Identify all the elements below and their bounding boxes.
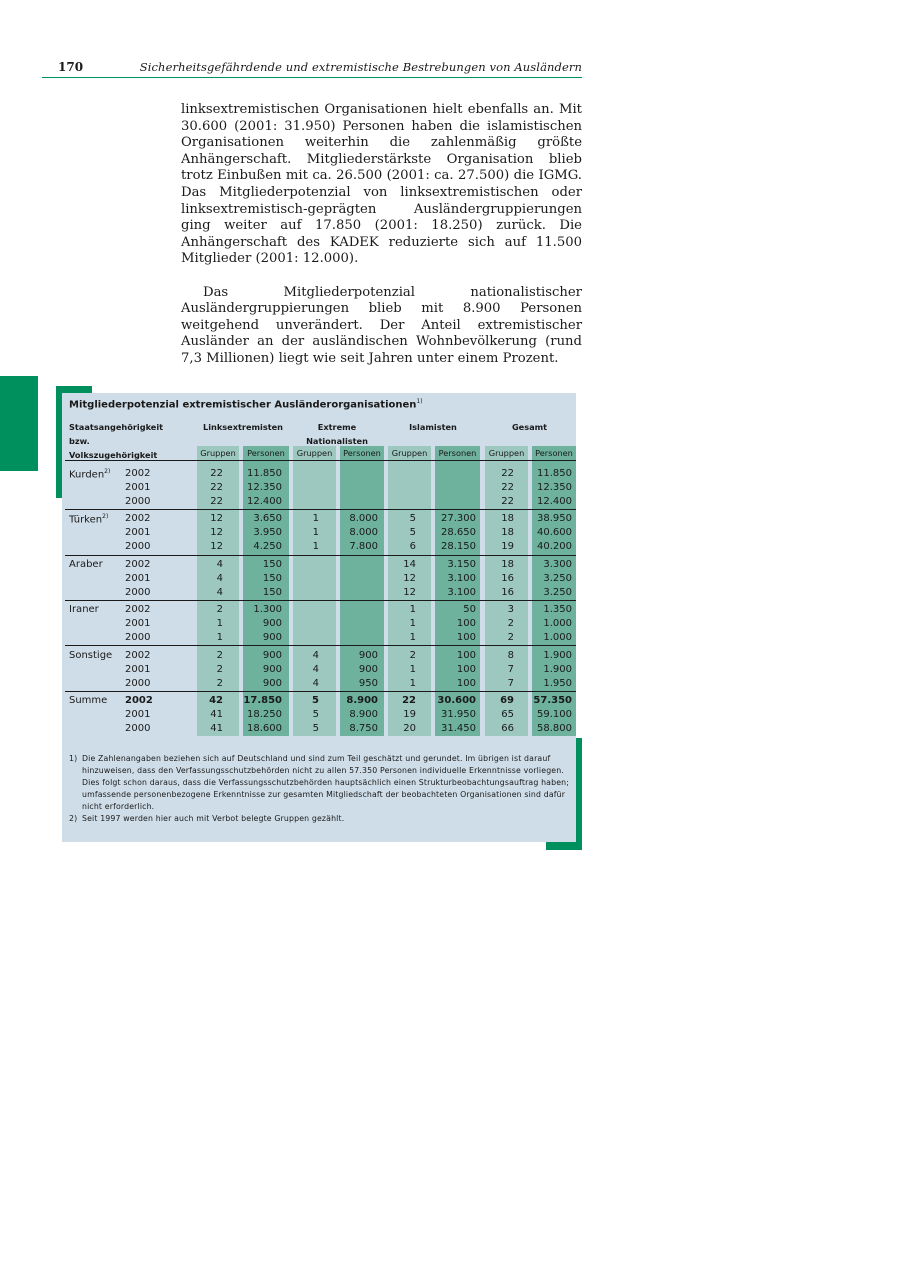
group-label-tuerken (69, 513, 108, 525)
cell-islam-gruppen: 20 (403, 723, 416, 734)
cell-links-personen: 11.850 (247, 468, 282, 479)
group-label-text: Kurden (69, 469, 105, 481)
group-label-text: Sonstige (69, 650, 113, 661)
cell-links-gruppen: 4 (216, 587, 223, 598)
year-cell: 2001 (125, 664, 151, 675)
cell-gesamt-personen: 3.250 (543, 573, 572, 584)
member-table (62, 393, 576, 842)
cell-links-gruppen: 2 (216, 664, 223, 675)
cell-nat-personen: 900 (358, 650, 378, 661)
cell-gesamt-gruppen: 3 (507, 604, 514, 615)
column-bg-nat-personen (340, 446, 384, 736)
cell-nat-personen: 7.800 (349, 541, 378, 552)
cell-links-personen: 900 (262, 618, 282, 629)
cell-islam-gruppen: 12 (403, 587, 416, 598)
cell-links-personen: 900 (262, 650, 282, 661)
cell-gesamt-gruppen: 7 (507, 664, 514, 675)
cell-islam-personen: 3.100 (447, 573, 476, 584)
cell-islam-personen: 100 (456, 618, 476, 629)
group-separator (65, 645, 576, 646)
cell-gesamt-personen: 12.400 (537, 496, 572, 507)
cell-links-gruppen: 1 (216, 632, 223, 643)
footnote-1 (69, 753, 571, 813)
group-label-note: 2) (102, 513, 109, 520)
cell-links-gruppen: 4 (216, 559, 223, 570)
group-separator (65, 555, 576, 556)
cell-links-gruppen: 2 (216, 678, 223, 689)
cell-islam-personen: 27.300 (441, 513, 476, 524)
cell-nat-gruppen: 5 (312, 695, 319, 706)
cell-links-personen: 900 (262, 678, 282, 689)
group-label-note: 2) (104, 468, 111, 475)
year-cell: 2000 (125, 587, 151, 598)
header-rule (42, 77, 582, 78)
cell-nat-gruppen: 5 (312, 709, 319, 720)
col-header-extreme: Extreme (317, 422, 357, 432)
cell-islam-gruppen: 1 (409, 632, 416, 643)
col-header-gesamt: Gesamt (511, 422, 548, 432)
table-title-text: Mitgliederpotenzial extremistischer Ausländerorganisationen (69, 399, 417, 411)
year-cell: 2000 (125, 678, 151, 689)
group-label-sonstige (69, 650, 112, 661)
cell-links-personen: 150 (262, 573, 282, 584)
footnote-text: Seit 1997 werden hier auch mit Verbot belegte Gruppen gezählt. (82, 814, 345, 823)
cell-links-gruppen: 41 (210, 709, 223, 720)
cell-islam-gruppen: 1 (409, 678, 416, 689)
year-cell: 2002 (125, 695, 153, 706)
year-cell: 2000 (125, 496, 151, 507)
cell-links-gruppen: 22 (210, 468, 223, 479)
cell-nat-gruppen: 1 (312, 527, 319, 538)
column-bg-nat-gruppen (293, 446, 336, 736)
cell-links-personen: 900 (262, 664, 282, 675)
subheader-nat-personen: Personen (343, 448, 381, 458)
cell-gesamt-personen: 11.850 (537, 468, 572, 479)
cell-links-gruppen: 22 (210, 496, 223, 507)
cell-gesamt-personen: 59.100 (537, 709, 572, 720)
col-header-linksextremisten: Linksextremisten (202, 422, 284, 432)
cell-gesamt-gruppen: 7 (507, 678, 514, 689)
header-separator (65, 460, 576, 461)
cell-nat-personen: 8.900 (346, 695, 378, 706)
cell-nat-personen: 8.750 (349, 723, 378, 734)
cell-links-gruppen: 22 (210, 482, 223, 493)
cell-islam-personen: 100 (456, 664, 476, 675)
margin-marker (0, 376, 38, 471)
footnote-number: 1) (69, 754, 78, 763)
cell-links-personen: 150 (262, 587, 282, 598)
cell-gesamt-gruppen: 18 (501, 559, 514, 570)
cell-links-personen: 12.400 (247, 496, 282, 507)
cell-islam-gruppen: 19 (403, 709, 416, 720)
cell-links-personen: 4.250 (253, 541, 282, 552)
cell-gesamt-personen: 40.200 (537, 541, 572, 552)
year-cell: 2000 (125, 632, 151, 643)
cell-gesamt-gruppen: 18 (501, 513, 514, 524)
cell-nat-personen: 950 (358, 678, 378, 689)
cell-nat-gruppen: 4 (312, 650, 319, 661)
cell-links-gruppen: 1 (216, 618, 223, 629)
cell-gesamt-personen: 38.950 (537, 513, 572, 524)
col-header-nationalisten: Nationalisten (306, 436, 368, 446)
cell-links-gruppen: 12 (210, 541, 223, 552)
cell-links-gruppen: 42 (209, 695, 223, 706)
cell-links-gruppen: 4 (216, 573, 223, 584)
subheader-gesamt-gruppen: Gruppen (488, 448, 525, 458)
cell-links-personen: 17.850 (243, 695, 282, 706)
cell-links-personen: 900 (262, 632, 282, 643)
subheader-nat-gruppen: Gruppen (296, 448, 333, 458)
cell-islam-personen: 100 (456, 650, 476, 661)
cell-gesamt-gruppen: 2 (507, 618, 514, 629)
cell-gesamt-gruppen: 66 (501, 723, 514, 734)
cell-islam-personen: 50 (463, 604, 476, 615)
cell-gesamt-gruppen: 16 (501, 573, 514, 584)
year-cell: 2002 (125, 513, 151, 524)
year-cell: 2001 (125, 618, 151, 629)
subheader-islam-personen: Personen (438, 448, 477, 458)
cell-gesamt-gruppen: 2 (507, 632, 514, 643)
body-text (181, 102, 582, 368)
cell-gesamt-personen: 1.900 (543, 650, 572, 661)
cell-links-personen: 150 (262, 559, 282, 570)
cell-gesamt-gruppen: 65 (501, 709, 514, 720)
cell-gesamt-gruppen: 18 (501, 527, 514, 538)
footnote-text: Die Zahlenangaben beziehen sich auf Deutschland und sind zum Teil geschätzt und gerundet. Im übrigen ist darauf hinzuweisen, dass den Verfassungsschutzbehörden nicht zu allen 57.350 Personen individuelle Erkenntnisse vorliegen. Dies folgt schon daraus, dass die Verfassungsschutzbehörden hauptsächlich einen Strukturbeobachtungsauftrag haben; umfassende personenbezogene Erkenntnisse zur gesamten Mitgliedschaft der beobachteten Organisationen sind dafür nicht erforderlich. (82, 754, 570, 811)
footnote-number: 2) (69, 814, 78, 823)
col-header-islamisten: Islamisten (409, 422, 457, 432)
cell-islam-gruppen: 5 (409, 527, 416, 538)
cell-islam-personen: 100 (456, 632, 476, 643)
cell-islam-personen: 31.450 (441, 723, 476, 734)
cell-gesamt-personen: 1.000 (543, 618, 572, 629)
group-label-text: Iraner (69, 604, 99, 615)
group-separator (65, 509, 576, 510)
group-label-text: Araber (69, 559, 103, 570)
year-cell: 2000 (125, 541, 151, 552)
year-cell: 2001 (125, 527, 151, 538)
cell-links-personen: 3.950 (253, 527, 282, 538)
cell-gesamt-personen: 1.000 (543, 632, 572, 643)
cell-links-personen: 18.600 (247, 723, 282, 734)
cell-links-gruppen: 2 (216, 604, 223, 615)
row-header-line-3: Volkszugehörigkeit (69, 450, 158, 460)
footnote-2 (69, 813, 571, 825)
cell-islam-gruppen: 1 (409, 604, 416, 615)
cell-islam-gruppen: 1 (409, 664, 416, 675)
year-cell: 2002 (125, 468, 151, 479)
page-number: 170 (58, 60, 84, 74)
cell-nat-gruppen: 1 (312, 513, 319, 524)
cell-islam-personen: 28.150 (441, 541, 476, 552)
cell-islam-gruppen: 12 (403, 573, 416, 584)
cell-islam-gruppen: 5 (409, 513, 416, 524)
year-cell: 2000 (125, 723, 151, 734)
subheader-links-personen: Personen (247, 448, 285, 458)
cell-gesamt-personen: 12.350 (537, 482, 572, 493)
year-cell: 2002 (125, 559, 151, 570)
cell-nat-personen: 8.900 (349, 709, 378, 720)
cell-nat-gruppen: 4 (312, 664, 319, 675)
cell-islam-personen: 3.100 (447, 587, 476, 598)
cell-links-gruppen: 12 (210, 513, 223, 524)
cell-nat-gruppen: 5 (312, 723, 319, 734)
group-label-iraner (69, 604, 99, 615)
subheader-islam-gruppen: Gruppen (391, 448, 428, 458)
cell-nat-personen: 900 (358, 664, 378, 675)
year-cell: 2001 (125, 482, 151, 493)
paragraph-1: linksextremistischen Organisationen hielt ebenfalls an. Mit 30.600 (2001: 31.950) Personen haben die islamistischen Organisationen weiterhin die zahlenmäßig größte Anhängerschaft. Mitgliederstärkste Organisation blieb trotz Einbußen mit ca. 26.500 (2001: ca. 27.500) die IGMG. Das Mitgliederpotenzial von linksextremistischen oder linksextremistisch-geprägten Ausländergruppierungen ging weiter auf 17.850 (2001: 18.250) zurück. Die Anhängerschaft des KADEK reduzierte sich auf 11.500 Mitglieder (2001: 12.000). (181, 102, 582, 267)
row-header-line-2: bzw. (69, 436, 90, 446)
cell-links-gruppen: 2 (216, 650, 223, 661)
group-label-text: Summe (69, 695, 108, 706)
cell-islam-gruppen: 1 (409, 618, 416, 629)
cell-gesamt-gruppen: 19 (501, 541, 514, 552)
group-label-araber (69, 559, 103, 570)
cell-gesamt-gruppen: 22 (501, 482, 514, 493)
cell-links-gruppen: 41 (210, 723, 223, 734)
subheader-links-gruppen: Gruppen (200, 448, 236, 458)
group-separator (65, 600, 576, 601)
cell-gesamt-personen: 3.300 (543, 559, 572, 570)
cell-links-gruppen: 12 (210, 527, 223, 538)
year-cell: 2001 (125, 573, 151, 584)
cell-gesamt-gruppen: 16 (501, 587, 514, 598)
running-head: Sicherheitsgefährdende und extremistische Bestrebungen von Ausländern (139, 60, 582, 74)
cell-gesamt-personen: 57.350 (533, 695, 572, 706)
cell-islam-personen: 100 (456, 678, 476, 689)
group-label-summe (69, 695, 107, 706)
row-header-line-1: Staatsangehörigkeit (69, 422, 164, 432)
cell-gesamt-gruppen: 69 (500, 695, 514, 706)
cell-gesamt-gruppen: 8 (507, 650, 514, 661)
cell-gesamt-personen: 1.900 (543, 664, 572, 675)
cell-nat-gruppen: 4 (312, 678, 319, 689)
group-separator (65, 691, 576, 692)
table-title (69, 398, 423, 410)
table-title-note: 1) (416, 398, 423, 405)
cell-gesamt-personen: 1.950 (543, 678, 572, 689)
cell-nat-gruppen: 1 (312, 541, 319, 552)
cell-links-personen: 12.350 (247, 482, 282, 493)
paragraph-2: Das Mitgliederpotenzial nationalistischer Ausländergruppierungen blieb mit 8.900 Personen weitgehend unverändert. Der Anteil extremistischer Ausländer an der ausländischen Wohnbevölkerung (rund 7,3 Millionen) liegt wie seit Jahren unter einem Prozent. (181, 284, 582, 366)
cell-gesamt-personen: 1.350 (543, 604, 572, 615)
cell-islam-personen: 31.950 (441, 709, 476, 720)
year-cell: 2002 (125, 604, 151, 615)
year-cell: 2001 (125, 709, 151, 720)
cell-islam-gruppen: 14 (403, 559, 416, 570)
cell-gesamt-personen: 40.600 (537, 527, 572, 538)
cell-links-personen: 1.300 (253, 604, 282, 615)
cell-gesamt-personen: 58.800 (537, 723, 572, 734)
cell-nat-personen: 8.000 (349, 513, 378, 524)
cell-islam-personen: 28.650 (441, 527, 476, 538)
subheader-gesamt-personen: Personen (535, 448, 573, 458)
group-label-text: Türken (69, 514, 103, 526)
group-label-kurden (69, 468, 110, 480)
cell-gesamt-gruppen: 22 (501, 468, 514, 479)
year-cell: 2002 (125, 650, 151, 661)
cell-gesamt-personen: 3.250 (543, 587, 572, 598)
cell-islam-gruppen: 22 (402, 695, 416, 706)
cell-islam-gruppen: 2 (409, 650, 416, 661)
cell-islam-gruppen: 6 (409, 541, 416, 552)
cell-links-personen: 3.650 (253, 513, 282, 524)
cell-gesamt-gruppen: 22 (501, 496, 514, 507)
table-footnotes (69, 753, 571, 825)
cell-islam-personen: 30.600 (437, 695, 476, 706)
cell-nat-personen: 8.000 (349, 527, 378, 538)
cell-links-personen: 18.250 (247, 709, 282, 720)
cell-islam-personen: 3.150 (447, 559, 476, 570)
